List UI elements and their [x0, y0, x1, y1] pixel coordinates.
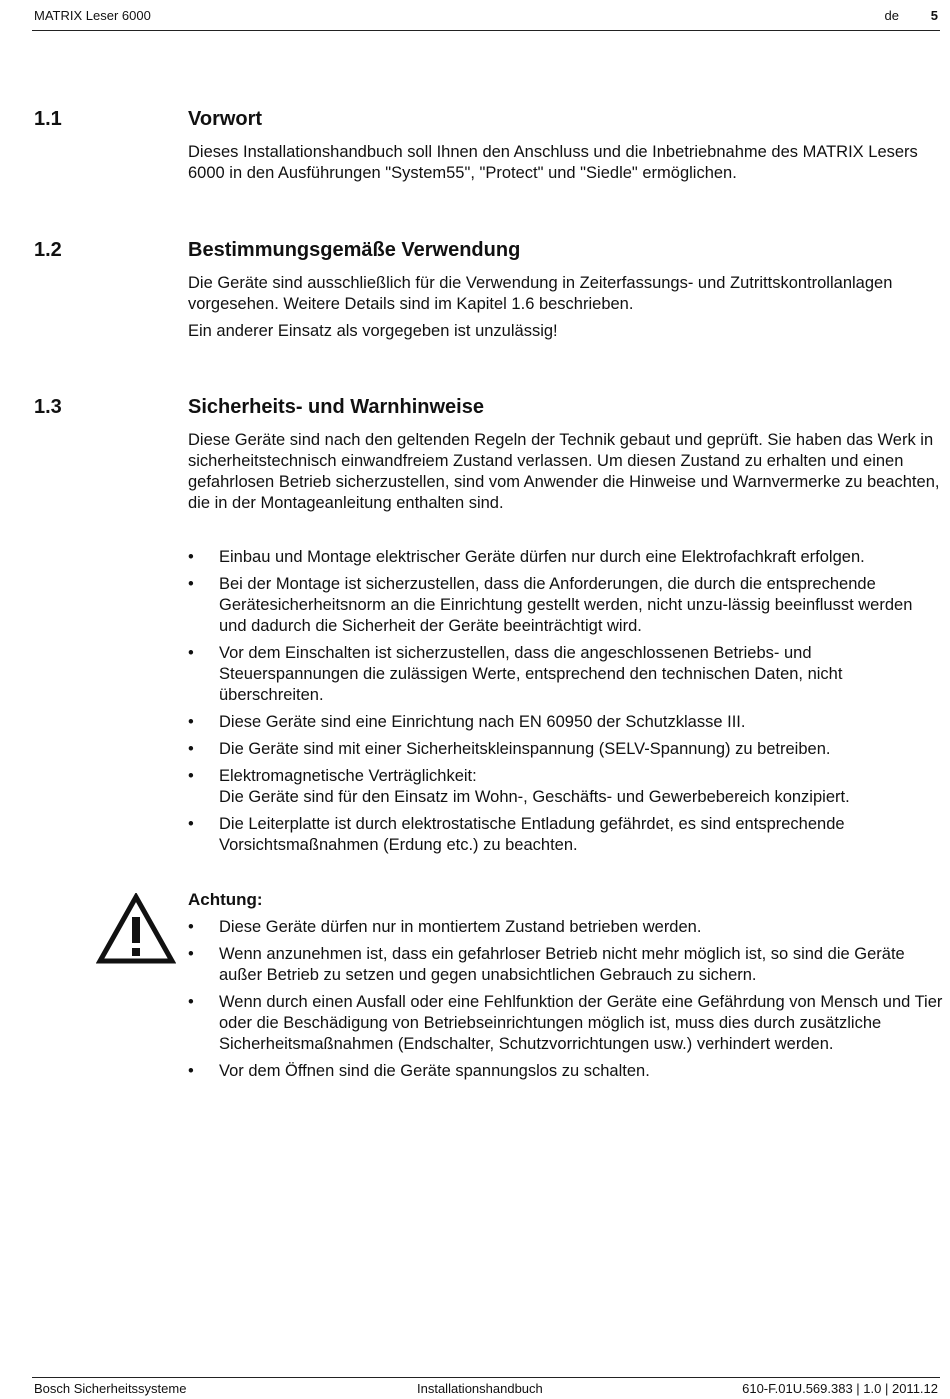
section-title: Sicherheits- und Warnhinweise [188, 396, 484, 418]
list-item [188, 917, 943, 938]
list-item [188, 766, 943, 808]
list-item-text: Elektromagnetische Verträglichkeit: Die Geräte sind für den Einsatz im Wohn-, Geschäfts- und Gewerbebereich konzipiert. [219, 767, 850, 806]
list-item [188, 1061, 943, 1082]
list-item [188, 547, 943, 568]
section-title: Vorwort [188, 108, 263, 130]
section-title: Bestimmungsgemäße Verwendung [188, 239, 521, 261]
safety-bullet-list [188, 547, 943, 862]
list-item-text: Die Leiterplatte ist durch elektrostatische Entladung gefährdet, es sind entsprechende Vorsichtsmaßnahmen (Erdung etc.) zu beachten. [219, 815, 845, 854]
bullet-icon: • [188, 918, 194, 936]
section-body [188, 142, 943, 184]
page-footer [32, 1377, 940, 1398]
bullet-icon: • [188, 815, 194, 833]
bullet-icon: • [188, 548, 194, 566]
bullet-icon: • [188, 993, 194, 1011]
bullet-icon: • [188, 767, 194, 785]
warning-label: Achtung: [188, 890, 263, 909]
list-item-text: Vor dem Öffnen sind die Geräte spannungslos zu schalten. [219, 1062, 650, 1080]
bullet-icon: • [188, 713, 194, 731]
bullet-icon: • [188, 740, 194, 758]
list-item [188, 712, 943, 733]
bullet-icon: • [188, 945, 194, 963]
paragraph: Ein anderer Einsatz als vorgegeben ist unzulässig! [188, 322, 558, 340]
bullet-icon: • [188, 1062, 194, 1080]
list-item [188, 944, 943, 986]
document-title: MATRIX Leser 6000 [34, 8, 151, 23]
paragraph: Dieses Installationshandbuch soll Ihnen den Anschluss und die Inbetriebnahme des MATRIX Lesers 6000 in den Ausführungen "System55", "Protect" und "Siedle" ermöglichen. [188, 143, 918, 182]
list-item-text: Die Geräte sind mit einer Sicherheitskleinspannung (SELV-Spannung) zu betreiben. [219, 740, 831, 758]
page-number: 5 [930, 8, 938, 23]
footer-company: Bosch Sicherheitssysteme [34, 1381, 187, 1396]
list-item [188, 574, 943, 637]
section-body [188, 273, 943, 342]
list-item-text: Wenn durch einen Ausfall oder eine Fehlfunktion der Geräte eine Gefährdung von Mensch und Tier oder die Beschädigung von Betriebseinrichtungen möglich ist, muss dies durch zusätzliche Sicherheitsmaßnahmen (Endschalter, Schutzvorrichtungen usw.) verhindert werden. [219, 993, 943, 1053]
list-item [188, 643, 943, 706]
list-item-text: Einbau und Montage elektrischer Geräte dürfen nur durch eine Elektrofachkraft erfolgen. [219, 548, 865, 566]
section-number: 1.1 [34, 108, 62, 130]
footer-document-type: Installationshandbuch [417, 1381, 543, 1396]
bullet-icon: • [188, 575, 194, 593]
section-number: 1.2 [34, 239, 62, 261]
page-header [32, 6, 940, 31]
section-body [188, 430, 943, 514]
list-item-text: Diese Geräte sind eine Einrichtung nach EN 60950 der Schutzklasse III. [219, 713, 746, 731]
list-item [188, 992, 943, 1055]
list-item [188, 739, 943, 760]
paragraph: Die Geräte sind ausschließlich für die Verwendung in Zeiterfassungs- und Zutrittskontrollanlagen vorgesehen. Weitere Details sind im Kapitel 1.6 beschrieben. [188, 274, 893, 313]
section-number: 1.3 [34, 396, 62, 418]
warning-triangle-icon [96, 893, 176, 965]
list-item-text: Vor dem Einschalten ist sicherzustellen, dass die angeschlossenen Betriebs- und Steuerspannungen die zulässigen Werte, entsprechend den technischen Daten, nicht überschreiten. [219, 644, 843, 704]
warning-bullet-list [188, 917, 943, 1088]
language-code: de [884, 8, 899, 23]
list-item-text: Wenn anzunehmen ist, dass ein gefahrloser Betrieb nicht mehr möglich ist, so sind die Geräte außer Betrieb zu setzen und gegen unabsichtlichen Gebrauch zu sichern. [219, 945, 905, 984]
footer-document-id: 610-F.01U.569.383 | 1.0 | 2011.12 [742, 1381, 938, 1396]
paragraph: Diese Geräte sind nach den geltenden Regeln der Technik gebaut und geprüft. Sie haben das Werk in sicherheitstechnisch einwandfreiem Zustand verlassen. Um diesen Zustand zu erhalten und einen gefahrlosen Betrieb sicherzustellen, sind vom Anwender die Hinweise und Warnvermerke zu beachten, die in der Montageanleitung enthalten sind. [188, 431, 940, 512]
list-item [188, 814, 943, 856]
list-item-text: Diese Geräte dürfen nur in montiertem Zustand betrieben werden. [219, 918, 702, 936]
bullet-icon: • [188, 644, 194, 662]
list-item-text: Bei der Montage ist sicherzustellen, dass die Anforderungen, die durch die entsprechende Gerätesicherheitsnorm an die Einrichtung gestellt werden, nicht unzu-lässig beeinflusst werden und dadurch die Sicherheit der Geräte beeinträchtigt wird. [219, 575, 913, 635]
